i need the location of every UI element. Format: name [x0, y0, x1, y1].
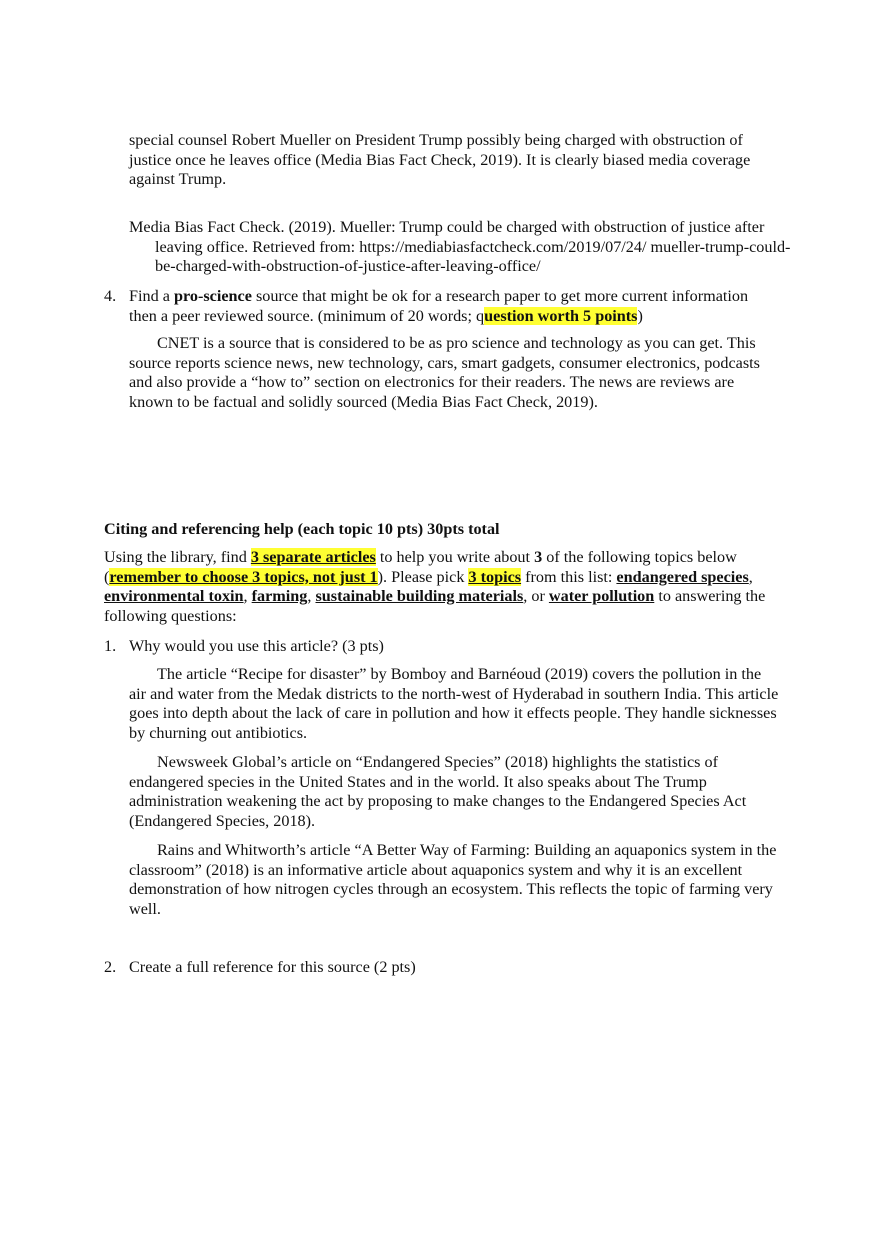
reference-entry — [129, 218, 805, 277]
question-4-highlight: uestion worth 5 points — [484, 306, 638, 325]
question-4-suffix: ) — [637, 306, 643, 325]
answer-4-text: CNET is a source that is considered to be as pro science and technology as you can get. This source reports science news, new technology, cars, smart gadgets, consumer electronics, podcasts and also provide a “how to” section on electronics for their readers. The news are reviews are known to be factual and solidly sourced (Media Bias Fact Check, 2019). — [129, 334, 760, 411]
question-4-number: 4. — [104, 287, 117, 305]
highlight-three-topics: 3 topics — [468, 567, 522, 586]
topic-sustainable-building-materials: sustainable building materials — [315, 587, 524, 606]
topic-sep-3: , — [307, 587, 316, 606]
question-4 — [104, 287, 780, 326]
question-4-middle: source that might be ok for a research paper to get more current information then a peer reviewed source. (minimum of 20 words; — [129, 287, 749, 325]
reference-text: Media Bias Fact Check. (2019). Mueller: Trump could be charged with obstruction of justice after leaving office. Retrieved from: https://mediabiasfactcheck.com/2019/07/24/ mueller-trump-could-be-charged-with-obstruction-of-justice-after-leaving-office/ — [129, 218, 791, 276]
topic-sep-2: , — [243, 587, 252, 606]
section-heading: Citing and referencing help (each topic 10 pts) 30pts total — [104, 520, 500, 538]
highlight-separate-articles: 3 separate articles — [250, 548, 376, 566]
highlight-choose-topics: remember to choose 3 topics, not just 1 — [109, 567, 378, 586]
instr-part-6: to answering the following questions: — [104, 587, 766, 625]
question-4-q-letter: q — [476, 306, 485, 325]
instr-part-4: ). Please pick — [377, 567, 469, 586]
item-2-text: Create a full reference for this source (2 pts) — [129, 958, 416, 976]
instr-part-5: from this list: — [521, 567, 617, 586]
question-4-bold-term: pro-science — [173, 287, 252, 305]
intro-text: special counsel Robert Mueller on President Trump possibly being charged with obstruction of justice once he leaves office (Media Bias Fact Check, 2019). It is clearly biased media coverage against Trump. — [129, 131, 751, 189]
answer-4-paragraph — [129, 334, 780, 412]
answer-paragraph-farming — [129, 841, 780, 919]
instr-part-3: of the following topics below ( — [104, 548, 737, 586]
answer-pollution-text: The article “Recipe for disaster” by Bomboy and Barnéoud (2019) covers the pollution in the air and water from the Medak districts to the north-west of Hyderabad in southern India. This article goes into depth about the lack of care in pollution and how it effects people. They handle sicknesses by churning out antibiotics. — [129, 665, 779, 742]
topic-environmental-toxin: environmental toxin — [104, 587, 244, 606]
instr-part-2: to help you write about — [375, 548, 535, 566]
intro-paragraph — [129, 131, 779, 190]
topic-sep-1: , — [748, 567, 753, 586]
answer-endangered-text: Newsweek Global’s article on “Endangered Species” (2018) highlights the statistics of endangered species in the United States and in the world. It also speaks about The Trump administration weakening the act by proposing to make changes to the Endangered Species Act (Endangered Species, 2018). — [129, 753, 747, 830]
question-4-text — [104, 287, 780, 326]
topic-sep-4: , or — [523, 587, 549, 606]
bold-three: 3 — [534, 548, 543, 566]
instr-part-1: Using the library, find — [104, 548, 251, 566]
item-1-text: Why would you use this article? (3 pts) — [129, 637, 384, 655]
topic-endangered-species: endangered species — [616, 567, 749, 586]
item-2-number: 2. — [104, 958, 117, 976]
answer-farming-text: Rains and Whitworth’s article “A Better Way of Farming: Building an aquaponics system in the classroom” (2018) is an informative article about aquaponics system and why it is an excellent demonstration of how nitrogen cycles through an ecosystem. This reflects the topic of farming very well. — [129, 841, 777, 918]
topic-water-pollution: water pollution — [548, 587, 655, 606]
item-1 — [104, 637, 780, 657]
answer-paragraph-endangered — [129, 753, 780, 831]
topic-farming: farming — [251, 587, 308, 606]
answer-paragraph-pollution — [129, 665, 780, 743]
section-instructions — [104, 548, 780, 626]
question-4-prefix: Find a — [129, 287, 174, 305]
item-1-number: 1. — [104, 637, 117, 655]
item-2 — [104, 958, 780, 978]
